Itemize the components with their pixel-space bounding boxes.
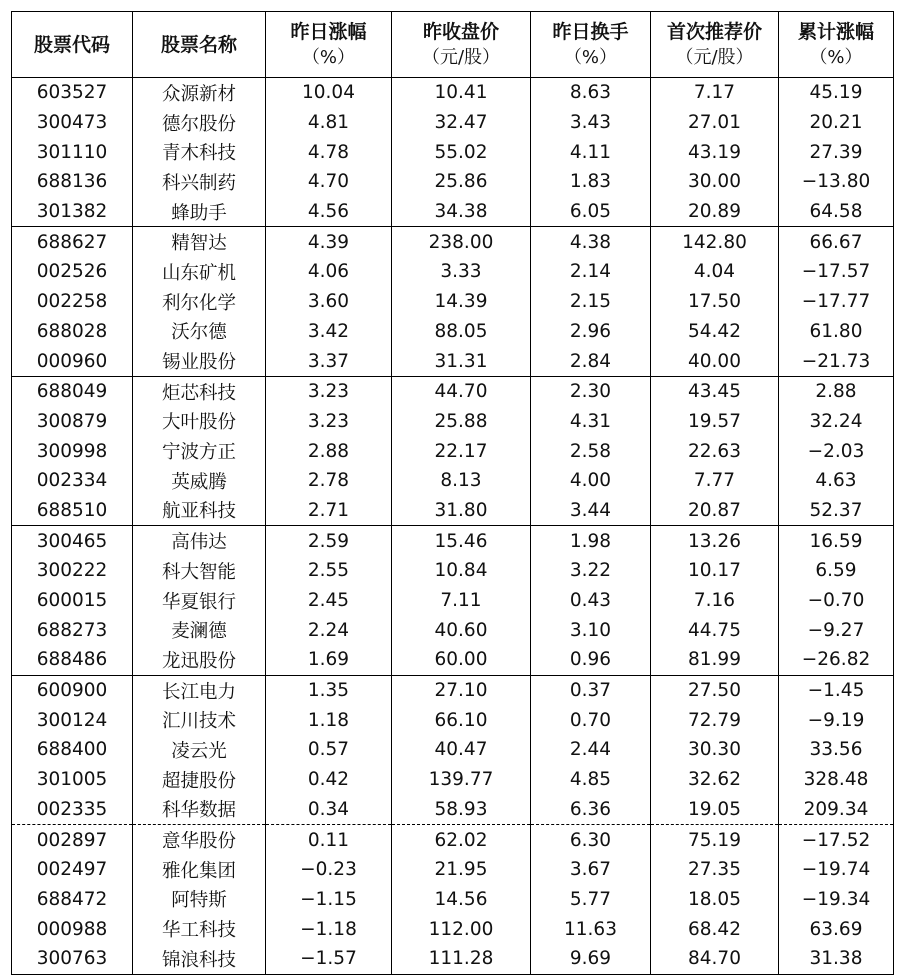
cell-prev-close: 8.13: [392, 466, 531, 496]
cell-prev-close: 112.00: [392, 914, 531, 944]
cell-prev-turnover: 2.44: [531, 735, 651, 765]
cell-prev-turnover: 4.85: [531, 765, 651, 795]
cell-stock-name: 宁波方正: [133, 436, 266, 466]
cell-first-recommend-price: 18.05: [651, 885, 779, 915]
table-row: [12, 197, 894, 227]
cell-stock-name: 高伟达: [133, 526, 266, 556]
table-row: [12, 944, 894, 974]
cell-first-recommend-price: 19.57: [651, 407, 779, 437]
cell-stock-code: 688028: [36, 320, 108, 342]
cell-prev-close: 25.88: [392, 407, 531, 437]
cell-prev-turnover: 3.67: [531, 855, 651, 885]
cell-first-recommend-price: 20.89: [651, 197, 779, 227]
table-row: [12, 167, 894, 197]
table-body: [12, 78, 894, 975]
cell-cumulative-change: −17.77: [779, 287, 894, 317]
cell-prev-turnover: 1.83: [531, 167, 651, 197]
cell-prev-close: 25.86: [392, 167, 531, 197]
cell-stock-name: 沃尔德: [133, 317, 266, 347]
cell-stock-name: 众源新材: [133, 78, 266, 108]
cell-prev-turnover: 6.05: [531, 197, 651, 227]
cell-prev-day-change: 3.23: [266, 407, 392, 437]
table-row: [12, 795, 894, 825]
stock-table: [11, 11, 894, 975]
cell-prev-day-change: 2.59: [266, 526, 392, 556]
cell-prev-close: 139.77: [392, 765, 531, 795]
cell-prev-day-change: −1.57: [266, 944, 392, 974]
cell-stock-code: 300998: [36, 440, 108, 462]
cell-prev-turnover: 9.69: [531, 944, 651, 974]
column-header-label: 昨日换手: [552, 20, 629, 43]
cell-first-recommend-price: 7.16: [651, 586, 779, 616]
table-row: [12, 137, 894, 167]
cell-prev-turnover: 3.43: [531, 108, 651, 138]
cell-prev-turnover: 5.77: [531, 885, 651, 915]
cell-first-recommend-price: 54.42: [651, 317, 779, 347]
cell-prev-close: 27.10: [392, 675, 531, 705]
cell-prev-close: 15.46: [392, 526, 531, 556]
cell-stock-name: 华工科技: [133, 914, 266, 944]
cell-prev-turnover: 3.44: [531, 496, 651, 526]
column-header-prev-close: [392, 12, 531, 78]
table-row: [12, 765, 894, 795]
cell-cumulative-change: −21.73: [779, 346, 894, 376]
column-header-unit: （元/股）: [675, 46, 754, 68]
cell-prev-day-change: 4.81: [266, 108, 392, 138]
table-row: [12, 407, 894, 437]
cell-first-recommend-price: 43.45: [651, 376, 779, 406]
cell-cumulative-change: 61.80: [779, 317, 894, 347]
cell-prev-close: 44.70: [392, 376, 531, 406]
cell-first-recommend-price: 68.42: [651, 914, 779, 944]
cell-prev-turnover: 2.14: [531, 257, 651, 287]
cell-stock-name: 龙迅股份: [133, 645, 266, 675]
cell-prev-close: 14.39: [392, 287, 531, 317]
cell-first-recommend-price: 81.99: [651, 645, 779, 675]
cell-prev-day-change: 2.78: [266, 466, 392, 496]
cell-first-recommend-price: 17.50: [651, 287, 779, 317]
cell-stock-name: 科大智能: [133, 556, 266, 586]
cell-prev-day-change: 1.18: [266, 705, 392, 735]
cell-prev-day-change: 4.70: [266, 167, 392, 197]
cell-prev-turnover: 4.31: [531, 407, 651, 437]
table-row: [12, 615, 894, 645]
cell-stock-name: 科华数据: [133, 795, 266, 825]
cell-first-recommend-price: 4.04: [651, 257, 779, 287]
cell-prev-turnover: 3.10: [531, 615, 651, 645]
cell-prev-day-change: 0.57: [266, 735, 392, 765]
column-header-unit: （%）: [301, 46, 356, 68]
cell-stock-code: 002526: [36, 261, 108, 283]
cell-prev-turnover: 3.22: [531, 556, 651, 586]
cell-prev-day-change: 0.34: [266, 795, 392, 825]
cell-first-recommend-price: 30.30: [651, 735, 779, 765]
cell-stock-code: 600900: [36, 680, 108, 702]
cell-stock-code: 301382: [12, 197, 133, 227]
cell-prev-turnover: 4.00: [531, 466, 651, 496]
cell-prev-day-change: 4.78: [266, 137, 392, 167]
cell-first-recommend-price: 40.00: [651, 346, 779, 376]
cell-stock-code: 688486: [12, 645, 133, 675]
cell-prev-close: 31.31: [392, 346, 531, 376]
cell-first-recommend-price: 27.50: [651, 675, 779, 705]
cell-stock-name: 长江电力: [133, 675, 266, 705]
cell-stock-code: 002497: [36, 859, 108, 881]
cell-first-recommend-price: 32.62: [651, 765, 779, 795]
cell-stock-code: 002334: [36, 470, 108, 492]
table-header-row: [12, 12, 894, 78]
column-header-label: 股票名称: [160, 33, 237, 56]
table-row: [12, 675, 894, 705]
cell-first-recommend-price: 20.87: [651, 496, 779, 526]
cell-cumulative-change: 31.38: [779, 944, 894, 974]
cell-prev-close: 31.80: [392, 496, 531, 526]
cell-first-recommend-price: 27.01: [651, 108, 779, 138]
cell-cumulative-change: 209.34: [779, 795, 894, 825]
cell-prev-turnover: 6.30: [531, 825, 651, 855]
cell-stock-name: 山东矿机: [133, 257, 266, 287]
column-header-unit: （元/股）: [421, 46, 501, 68]
cell-prev-close: 55.02: [392, 137, 531, 167]
cell-prev-close: 40.60: [392, 615, 531, 645]
cell-prev-turnover: 4.38: [531, 227, 651, 257]
cell-stock-name: 利尔化学: [133, 287, 266, 317]
cell-first-recommend-price: 7.17: [651, 78, 779, 108]
cell-prev-day-change: 3.42: [266, 317, 392, 347]
cell-stock-name: 锦浪科技: [133, 944, 266, 974]
cell-prev-close: 34.38: [392, 197, 531, 227]
cell-prev-turnover: 2.15: [531, 287, 651, 317]
column-header-label: 昨日涨幅: [290, 20, 367, 43]
cell-prev-turnover: 0.70: [531, 705, 651, 735]
cell-stock-name: 锡业股份: [133, 346, 266, 376]
cell-prev-day-change: 3.23: [266, 376, 392, 406]
cell-prev-day-change: 0.42: [266, 765, 392, 795]
cell-cumulative-change: 27.39: [779, 137, 894, 167]
cell-first-recommend-price: 30.00: [651, 167, 779, 197]
table-row: [12, 78, 894, 108]
cell-cumulative-change: −2.03: [779, 436, 894, 466]
cell-prev-turnover: 0.37: [531, 675, 651, 705]
cell-first-recommend-price: 7.77: [651, 466, 779, 496]
cell-prev-close: 111.28: [392, 944, 531, 974]
cell-cumulative-change: 52.37: [779, 496, 894, 526]
cell-prev-close: 3.33: [392, 257, 531, 287]
cell-cumulative-change: 2.88: [779, 376, 894, 406]
table-row: [12, 287, 894, 317]
cell-cumulative-change: −1.45: [779, 675, 894, 705]
column-header-label: 昨收盘价: [422, 20, 499, 43]
table-row: [12, 914, 894, 944]
column-header-stock-name: [133, 12, 266, 78]
cell-prev-turnover: 1.98: [531, 526, 651, 556]
cell-prev-day-change: −0.23: [266, 855, 392, 885]
cell-stock-name: 航亚科技: [133, 496, 266, 526]
column-header-label: 累计涨幅: [797, 20, 874, 43]
cell-prev-turnover: 4.11: [531, 137, 651, 167]
cell-prev-turnover: 0.96: [531, 645, 651, 675]
table-row: [12, 825, 894, 855]
cell-first-recommend-price: 142.80: [651, 227, 779, 257]
cell-stock-code: 688627: [36, 231, 108, 253]
cell-prev-day-change: 2.71: [266, 496, 392, 526]
cell-prev-close: 60.00: [392, 645, 531, 675]
table-row: [12, 436, 894, 466]
cell-cumulative-change: 4.63: [779, 466, 894, 496]
cell-prev-close: 10.41: [392, 78, 531, 108]
cell-prev-close: 238.00: [392, 227, 531, 257]
table-row: [12, 227, 894, 257]
cell-stock-code: 600015: [36, 590, 108, 612]
cell-stock-code: 002258: [36, 291, 108, 313]
cell-stock-code: 300763: [36, 948, 108, 970]
cell-stock-code: 688273: [36, 619, 108, 641]
cell-stock-name: 蜂助手: [133, 197, 266, 227]
cell-cumulative-change: −13.80: [779, 167, 894, 197]
cell-stock-name: 凌云光: [133, 735, 266, 765]
table-row: [12, 885, 894, 915]
column-header-label: 股票代码: [33, 33, 110, 56]
cell-prev-day-change: 4.56: [266, 197, 392, 227]
table-row: [12, 317, 894, 347]
cell-prev-day-change: 2.45: [266, 586, 392, 616]
cell-stock-code: 301110: [36, 141, 108, 163]
cell-stock-code: 688136: [36, 171, 108, 193]
cell-prev-close: 88.05: [392, 317, 531, 347]
cell-prev-close: 10.84: [392, 556, 531, 586]
cell-prev-day-change: 10.04: [266, 78, 392, 108]
column-header-cumulative-change: [779, 12, 894, 78]
cell-cumulative-change: 328.48: [779, 765, 894, 795]
cell-prev-turnover: 2.30: [531, 376, 651, 406]
cell-cumulative-change: −26.82: [779, 645, 894, 675]
cell-first-recommend-price: 43.19: [651, 137, 779, 167]
cell-stock-name: 英威腾: [133, 466, 266, 496]
cell-stock-name: 华夏银行: [133, 586, 266, 616]
cell-prev-close: 21.95: [392, 855, 531, 885]
cell-cumulative-change: −9.27: [779, 615, 894, 645]
cell-first-recommend-price: 10.17: [651, 556, 779, 586]
cell-prev-day-change: 2.88: [266, 436, 392, 466]
cell-prev-day-change: 3.37: [266, 346, 392, 376]
cell-prev-close: 7.11: [392, 586, 531, 616]
cell-first-recommend-price: 84.70: [651, 944, 779, 974]
cell-cumulative-change: 45.19: [779, 78, 894, 108]
cell-first-recommend-price: 13.26: [651, 526, 779, 556]
cell-cumulative-change: 63.69: [779, 914, 894, 944]
cell-stock-name: 大叶股份: [133, 407, 266, 437]
column-header-stock-code: [12, 12, 133, 78]
cell-prev-day-change: 1.35: [266, 675, 392, 705]
table-row: [12, 735, 894, 765]
cell-stock-name: 麦澜德: [133, 615, 266, 645]
table-row: [12, 108, 894, 138]
cell-prev-turnover: 2.96: [531, 317, 651, 347]
cell-prev-turnover: 2.84: [531, 346, 651, 376]
cell-prev-day-change: 4.06: [266, 257, 392, 287]
cell-first-recommend-price: 27.35: [651, 855, 779, 885]
cell-stock-code: 000988: [36, 918, 108, 940]
cell-stock-name: 德尔股份: [133, 108, 266, 138]
cell-prev-close: 14.56: [392, 885, 531, 915]
cell-cumulative-change: 64.58: [779, 197, 894, 227]
cell-cumulative-change: −0.70: [779, 586, 894, 616]
cell-stock-code: 000960: [12, 346, 133, 376]
cell-stock-name: 阿特斯: [133, 885, 266, 915]
table-row: [12, 855, 894, 885]
cell-stock-name: 汇川技术: [133, 705, 266, 735]
cell-prev-day-change: 1.69: [266, 645, 392, 675]
cell-prev-turnover: 0.43: [531, 586, 651, 616]
cell-stock-name: 精智达: [133, 227, 266, 257]
cell-stock-code: 300465: [36, 530, 108, 552]
cell-cumulative-change: 33.56: [779, 735, 894, 765]
cell-prev-day-change: 2.24: [266, 615, 392, 645]
cell-cumulative-change: 20.21: [779, 108, 894, 138]
cell-first-recommend-price: 22.63: [651, 436, 779, 466]
cell-cumulative-change: 16.59: [779, 526, 894, 556]
column-header-prev-turnover: [531, 12, 651, 78]
table-row: [12, 346, 894, 376]
column-header-first-recommend-price: [651, 12, 779, 78]
cell-stock-code: 002335: [12, 795, 133, 825]
cell-prev-day-change: 0.11: [266, 825, 392, 855]
cell-prev-day-change: −1.15: [266, 885, 392, 915]
column-header-prev-day-change: [266, 12, 392, 78]
cell-stock-code: 688510: [12, 496, 133, 526]
cell-prev-close: 62.02: [392, 825, 531, 855]
cell-prev-turnover: 2.58: [531, 436, 651, 466]
cell-stock-code: 688049: [36, 381, 108, 403]
column-header-unit: （%）: [563, 46, 618, 68]
cell-cumulative-change: −17.57: [779, 257, 894, 287]
table-row: [12, 376, 894, 406]
cell-cumulative-change: 66.67: [779, 227, 894, 257]
table-row: [12, 645, 894, 675]
cell-cumulative-change: −19.34: [779, 885, 894, 915]
cell-stock-name: 雅化集团: [133, 855, 266, 885]
cell-prev-day-change: 3.60: [266, 287, 392, 317]
table-row: [12, 496, 894, 526]
cell-prev-close: 22.17: [392, 436, 531, 466]
cell-stock-code: 002897: [36, 829, 108, 851]
table-row: [12, 705, 894, 735]
cell-cumulative-change: −17.52: [779, 825, 894, 855]
cell-cumulative-change: −19.74: [779, 855, 894, 885]
cell-prev-close: 32.47: [392, 108, 531, 138]
cell-stock-code: 688472: [36, 888, 108, 910]
cell-cumulative-change: 6.59: [779, 556, 894, 586]
cell-stock-name: 青木科技: [133, 137, 266, 167]
column-header-unit: （%）: [809, 46, 863, 68]
cell-prev-turnover: 8.63: [531, 78, 651, 108]
table-row: [12, 526, 894, 556]
cell-cumulative-change: 32.24: [779, 407, 894, 437]
cell-prev-close: 66.10: [392, 705, 531, 735]
table-row: [12, 466, 894, 496]
cell-first-recommend-price: 72.79: [651, 705, 779, 735]
table-row: [12, 586, 894, 616]
cell-prev-close: 40.47: [392, 735, 531, 765]
table-row: [12, 257, 894, 287]
cell-stock-name: 意华股份: [133, 825, 266, 855]
cell-prev-day-change: 2.55: [266, 556, 392, 586]
column-header-label: 首次推荐价: [666, 20, 762, 43]
cell-prev-close: 58.93: [392, 795, 531, 825]
cell-stock-code: 300124: [36, 709, 108, 731]
cell-cumulative-change: −9.19: [779, 705, 894, 735]
cell-prev-day-change: 4.39: [266, 227, 392, 257]
cell-stock-code: 603527: [36, 82, 108, 104]
cell-prev-turnover: 11.63: [531, 914, 651, 944]
cell-stock-code: 300473: [36, 112, 108, 134]
cell-first-recommend-price: 44.75: [651, 615, 779, 645]
cell-stock-code: 301005: [36, 769, 108, 791]
cell-stock-name: 炬芯科技: [133, 376, 266, 406]
table-row: [12, 556, 894, 586]
cell-stock-code: 300222: [36, 560, 108, 582]
cell-stock-code: 688400: [36, 739, 108, 761]
cell-stock-name: 超捷股份: [133, 765, 266, 795]
cell-stock-code: 300879: [36, 410, 108, 432]
cell-stock-name: 科兴制药: [133, 167, 266, 197]
cell-prev-day-change: −1.18: [266, 914, 392, 944]
cell-first-recommend-price: 19.05: [651, 795, 779, 825]
cell-prev-turnover: 6.36: [531, 795, 651, 825]
cell-first-recommend-price: 75.19: [651, 825, 779, 855]
